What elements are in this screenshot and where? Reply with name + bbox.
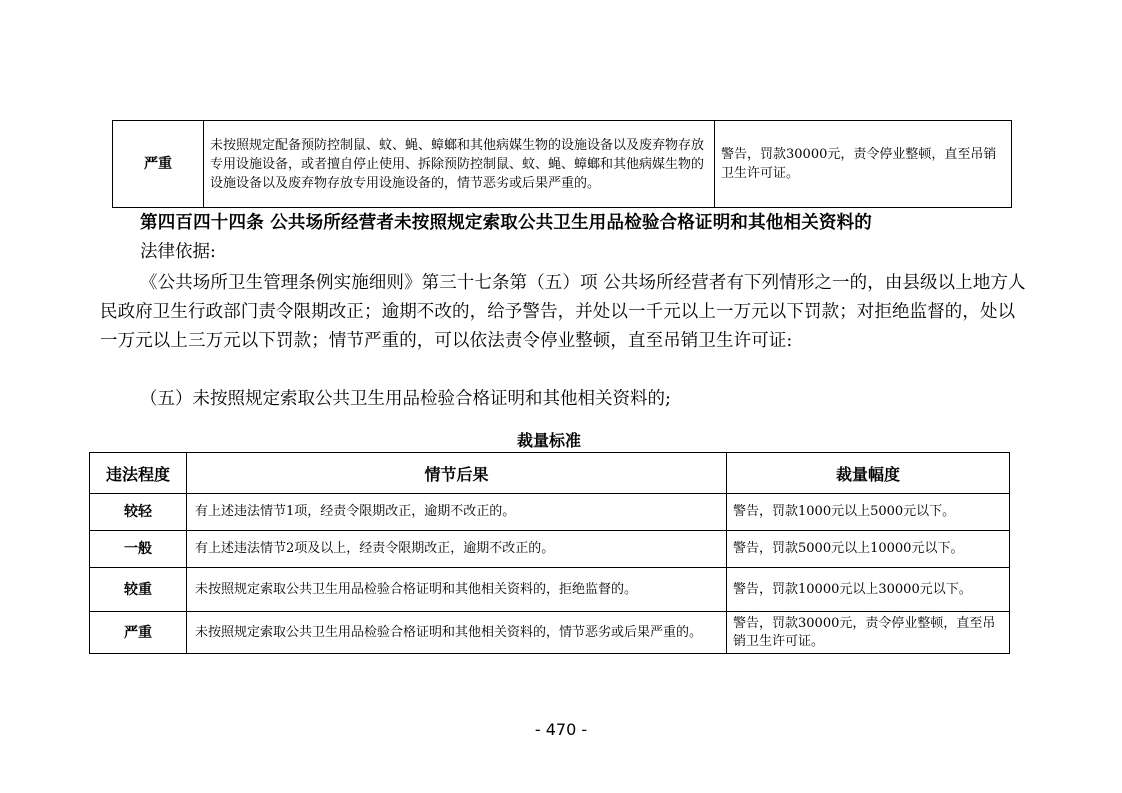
table-row <box>90 612 1010 654</box>
article-title: 第四百四十四条 公共场所经营者未按照规定索取公共卫生用品检验合格证明和其他相关资料的 <box>140 213 872 233</box>
header-penalty-range: 裁量幅度 <box>727 453 1010 494</box>
table-row <box>90 568 1010 612</box>
table-row <box>90 494 1010 531</box>
violation-level-cell: 较轻 <box>90 494 187 531</box>
circumstance-cell: 有上述违法情节2项及以上，经责令限期改正，逾期不改正的。 <box>187 531 727 568</box>
violation-level-cell: 较重 <box>90 568 187 612</box>
page-number: - 470 - <box>534 720 588 739</box>
header-violation-level: 违法程度 <box>90 453 187 494</box>
circumstance-cell: 未按照规定配备预防控制鼠、蚊、蝇、蟑螂和其他病媒生物的设施设备以及废弃物存放专用设施设备，或者擅自停止使用、拆除预防控制鼠、蚊、蝇、蟑螂和其他病媒生物的设施设备以及废弃物存放专用设施设备的，情节恶劣或后果严重的。 <box>204 121 715 208</box>
penalty-cell: 警告，罚款1000元以上5000元以下。 <box>727 494 1010 531</box>
circumstance-cell: 未按照规定索取公共卫生用品检验合格证明和其他相关资料的，拒绝监督的。 <box>187 568 727 612</box>
penalty-cell: 警告，罚款5000元以上10000元以下。 <box>727 531 1010 568</box>
table-row <box>113 121 1012 208</box>
penalty-cell: 警告，罚款10000元以上30000元以下。 <box>727 568 1010 612</box>
discretion-standard-table <box>89 452 1010 654</box>
penalty-cell: 警告，罚款30000元，责令停业整顿，直至吊销卫生许可证。 <box>715 121 1012 208</box>
header-circumstances: 情节后果 <box>187 453 727 494</box>
violation-level-cell: 一般 <box>90 531 187 568</box>
legal-basis-item: （五）未按照规定索取公共卫生用品检验合格证明和其他相关资料的; <box>140 389 671 409</box>
table-row <box>90 531 1010 568</box>
continued-penalty-table <box>112 120 1012 208</box>
table-header-row <box>90 453 1010 494</box>
circumstance-cell: 未按照规定索取公共卫生用品检验合格证明和其他相关资料的，情节恶劣或后果严重的。 <box>187 612 727 654</box>
legal-basis-paragraph: 《公共场所卫生管理条例实施细则》第三十七条第（五）项 公共场所经营者有下列情形之一的，由县级以上地方人民政府卫生行政部门责令限期改正；逾期不改的，给予警告，并处以一千元以上一万元以下罚款；对拒绝监督的，处以一万元以上三万元以下罚款；情节严重的，可以依法责令停业整顿，直至吊销卫生许可证: <box>100 273 1026 351</box>
violation-level-cell: 严重 <box>90 612 187 654</box>
discretion-standard-title: 裁量标准 <box>516 431 581 450</box>
legal-basis-label: 法律依据: <box>140 242 216 262</box>
circumstance-cell: 有上述违法情节1项，经责令限期改正，逾期不改正的。 <box>187 494 727 531</box>
violation-level-cell: 严重 <box>113 121 204 208</box>
penalty-cell: 警告，罚款30000元，责令停业整顿，直至吊销卫生许可证。 <box>727 612 1010 654</box>
